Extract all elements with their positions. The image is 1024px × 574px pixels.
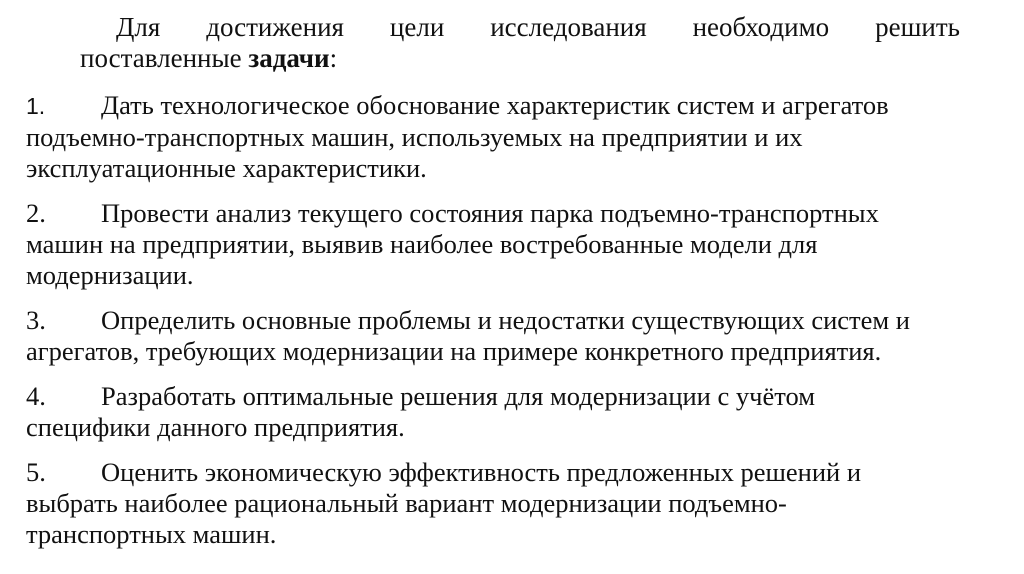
- task-text: Провести анализ текущего состояния парка подъемно-транспортных: [101, 198, 879, 228]
- intro-paragraph: [80, 12, 960, 74]
- intro-word: решить: [875, 12, 960, 42]
- task-text: Определить основные проблемы и недостатки существующих систем и: [101, 305, 910, 335]
- intro-word: необходимо: [692, 12, 830, 42]
- intro-word: Для: [116, 12, 161, 42]
- task-item-2: [26, 198, 1020, 291]
- task-line: [26, 198, 1020, 229]
- task-item-4: [26, 381, 1020, 443]
- intro-line-2: [80, 43, 960, 74]
- task-text: агрегатов, требующих модернизации на примере конкретного предприятия.: [26, 336, 882, 366]
- task-text: машин на предприятии, выявив наиболее востребованные модели для: [26, 229, 818, 259]
- task-item-3: [26, 305, 1020, 367]
- task-number: 1.: [26, 93, 46, 119]
- task-line: [26, 305, 1020, 336]
- intro-word: исследования: [490, 12, 647, 42]
- task-text: подъемно-транспортных машин, используемых на предприятии и их: [26, 122, 803, 152]
- intro-colon: :: [329, 43, 338, 73]
- task-text: модернизации.: [26, 260, 194, 290]
- task-line: [26, 90, 1020, 122]
- task-text: специфики данного предприятия.: [26, 412, 405, 442]
- task-number: 4.: [26, 381, 46, 411]
- intro-text: поставленные: [80, 43, 249, 73]
- task-list: [26, 90, 1020, 550]
- task-item-5: [26, 457, 1020, 550]
- task-number: 5.: [26, 457, 46, 487]
- intro-bold-keyword: задачи: [248, 43, 330, 73]
- task-text: эксплуатационные характеристики.: [26, 153, 427, 183]
- intro-line-1: [80, 12, 960, 43]
- task-item-1: [26, 90, 1020, 184]
- task-number: 3.: [26, 305, 46, 335]
- task-number: 2.: [26, 198, 46, 228]
- task-line: [26, 457, 1020, 488]
- task-text: транспортных машин.: [26, 519, 277, 549]
- task-text: Оценить экономическую эффективность предложенных решений и: [101, 457, 861, 487]
- task-line: [26, 381, 1020, 412]
- intro-word: достижения: [206, 12, 344, 42]
- intro-word: цели: [389, 12, 445, 42]
- task-text: Разработать оптимальные решения для модернизации с учётом: [101, 381, 815, 411]
- task-text: Дать технологическое обоснование характеристик систем и агрегатов: [101, 90, 889, 120]
- task-text: выбрать наиболее рациональный вариант модернизации подъемно-: [26, 488, 787, 518]
